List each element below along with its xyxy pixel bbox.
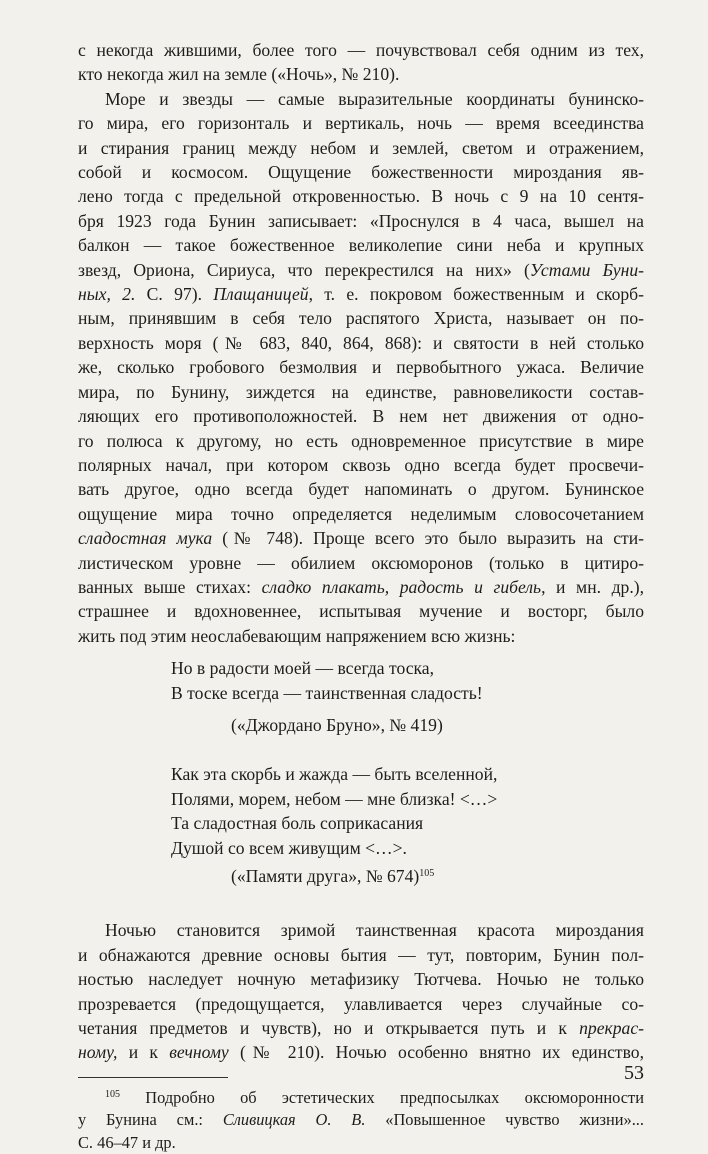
italic-segment: Устами Буни- <box>529 259 644 280</box>
text-line: кто некогда жил на земле («Ночь», № 210). <box>78 64 400 85</box>
italic-segment: сладко плакать <box>261 576 385 597</box>
poem-verse: Полями, морем, небом — мне близка! <…> <box>171 788 498 809</box>
paragraph-continued <box>78 38 644 87</box>
text-line: го мира, его горизонталь и вертикаль, ночь — время всеединства <box>78 113 644 134</box>
text-line: бря 1923 года Бунин записывает: «Проснулся в 4 часа, вышел на <box>78 210 644 231</box>
text-line <box>78 526 644 550</box>
text-line: го полюса к другому, но есть одновременное присутствие в мире <box>78 430 644 451</box>
text-line: С. 46–47 и др. <box>78 1132 176 1152</box>
text-segment: и к <box>117 1042 170 1063</box>
text-line: балкон — такое божественное великолепие сини неба и крупных <box>78 235 644 256</box>
text-line <box>78 1084 644 1109</box>
text-segment: , т. е. покровом божественным и скорб- <box>308 284 644 305</box>
poem-verse: В тоске всегда — таинственная сладость! <box>171 682 483 703</box>
text-line: верхность моря (№ 683, 840, 864, 868): и святости в ней столько <box>78 332 644 353</box>
footnote-divider <box>78 1077 228 1078</box>
italic-segment: , <box>384 576 400 597</box>
text-line: Ночью становится зримой таинственная красота мироздания <box>105 920 644 941</box>
text-segment: С. 97). <box>135 284 214 305</box>
text-segment: Подробно об эстетических предпосылках оксюморонности <box>120 1087 644 1107</box>
italic-segment: вечному <box>169 1042 229 1063</box>
text-segment: , и мн. др.), <box>541 576 645 597</box>
text-segment: звезд, Ориона, Сириуса, что перекрестился на них» ( <box>78 259 530 280</box>
poem-source <box>231 862 644 888</box>
text-line: лено тогда с предельной откровенностью. В ночь с 9 на 10 сентя- <box>78 186 644 207</box>
page-body <box>78 38 644 1154</box>
italic-segment: Сливицкая О. В. <box>222 1110 366 1130</box>
text-line: жить под этим неослабевающим напряжением всю жизнь: <box>78 625 516 646</box>
paragraph-sea-and-stars <box>78 87 644 648</box>
italic-segment: радость и гибель <box>399 576 542 597</box>
poem-verse: Та сладостная боль соприкасания <box>171 813 424 834</box>
poem-verse: Но в радости моей — всегда тоска, <box>171 658 434 679</box>
italic-segment: Плащаницей <box>213 284 309 305</box>
text-line: Море и звезды — самые выразительные координаты бунинско- <box>105 88 644 109</box>
text-line: полярных начал, при котором сквозь одно всегда будет просвечи- <box>78 454 644 475</box>
poem-quote-bruno <box>171 656 644 737</box>
italic-segment: ных, 2. <box>78 284 136 305</box>
text-segment: четания предметов и чувств), но и открывается путь и к <box>78 1018 580 1039</box>
text-segment: (№ 748). Проще всего это было выразить на сти- <box>212 528 644 549</box>
text-segment: (№ 210). Ночью особенно внятно их единство, <box>228 1042 644 1063</box>
source-text: («Памяти друга», № 674) <box>231 866 420 886</box>
paragraph-night <box>78 918 644 1064</box>
italic-segment: ному, <box>78 1042 118 1063</box>
poem-source: («Джордано Бруно», № 419) <box>231 714 443 735</box>
footnote <box>78 1084 644 1154</box>
text-line: ощущение мира точно определяется неделимым словосочетанием <box>78 503 644 524</box>
poem-verse: Душой со всем живущим <…>. <box>171 837 407 858</box>
text-line: ляющих его противоположностей. В нем нет движения от одно- <box>78 406 644 427</box>
footnote-reference: 105 <box>419 868 435 879</box>
text-line <box>78 258 644 282</box>
text-line: ным, принявшим в себя тело распятого Христа, называет он по- <box>78 308 644 329</box>
text-line: листическом уровне — обилием оксюморонов (только в цитиро- <box>78 552 644 573</box>
text-line: ностью наследует ночную метафизику Тютчева. Ночью не только <box>78 969 644 990</box>
text-line <box>78 575 644 599</box>
poem-quote-friend <box>171 762 644 888</box>
text-segment: «Повышенное чувство жизни»... <box>365 1110 644 1130</box>
text-line <box>78 1040 644 1064</box>
italic-segment: прекрас- <box>579 1018 644 1039</box>
text-line <box>78 282 644 306</box>
text-line: прозревается (предощущается, улавливается через случайные со- <box>78 993 644 1014</box>
text-line: мира, по Бунину, зиждется на единстве, равновеликости состав- <box>78 381 644 402</box>
text-line: и обнажаются древние основы бытия — тут, повторим, Бунин пол- <box>78 944 644 965</box>
text-line: собой и космосом. Ощущение божественности мироздания яв- <box>78 162 644 183</box>
text-line <box>78 1109 644 1131</box>
poem-verse: Как эта скорбь и жажда — быть вселенной, <box>171 764 498 785</box>
text-line: вать другое, одно всегда будет напоминать о другом. Бунинское <box>78 479 644 500</box>
text-segment: ванных выше стихах: <box>78 576 262 597</box>
page-number: 53 <box>624 1062 644 1084</box>
text-line: и стирания границ между небом и землей, светом и отражением, <box>78 137 644 158</box>
text-segment: у Бунина см.: <box>78 1110 223 1130</box>
text-line: страшнее и вдохновеннее, испытывая мучение и восторг, было <box>78 601 644 622</box>
footnote-number: 105 <box>105 1088 120 1100</box>
text-line <box>78 1016 644 1040</box>
text-line: с некогда жившими, более того — почувствовал себя одним из тех, <box>78 40 644 60</box>
italic-segment: сладостная мука <box>78 528 213 549</box>
text-line: же, сколько гробового безмолвия и первобытного ужаса. Величие <box>78 357 644 378</box>
